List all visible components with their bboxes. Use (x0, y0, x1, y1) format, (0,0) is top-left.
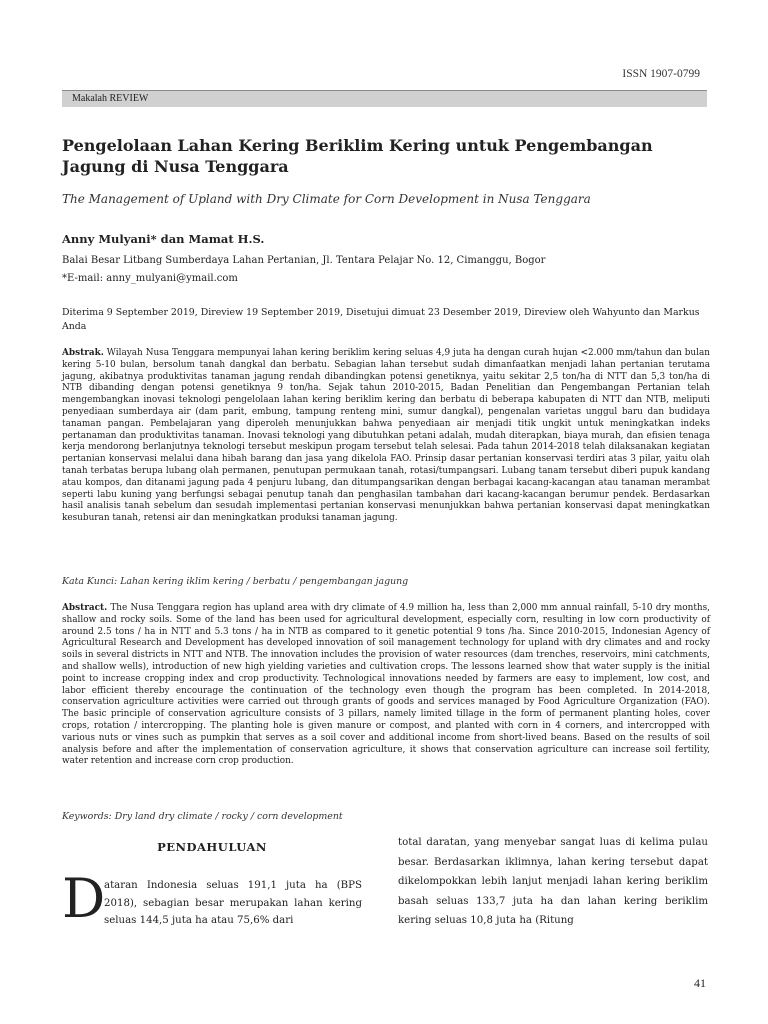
page-number: 41 (694, 976, 706, 990)
section-label: Makalah REVIEW (72, 93, 149, 104)
abstract-label: Abstrak. (62, 348, 104, 358)
issn-label: ISSN 1907-0799 (622, 68, 700, 80)
abstract-indonesian (62, 348, 710, 525)
author-email: *E-mail: anny_mulyani@ymail.com (62, 273, 238, 284)
drop-cap: D (62, 867, 106, 930)
abstract-english (62, 603, 710, 768)
body-left-column: ataran Indonesia seluas 191,1 juta ha (BPS 2018), sebagian besar merupakan lahan kering seluas 144,5 juta ha atau 75,6% dari (104, 880, 362, 926)
authors: Anny Mulyani* dan Mamat H.S. (62, 232, 265, 246)
section-heading: PENDAHULUAN (157, 840, 267, 854)
section-band (62, 90, 707, 107)
abstract-label-en: Abstract. (62, 603, 108, 613)
keywords-indonesian: Kata Kunci: Lahan kering iklim kering / berbatu / pengembangan jagung (62, 576, 409, 587)
article-title: Pengelolaan Lahan Kering Beriklim Kering untuk Pengembangan Jagung di Nusa Tenggara (62, 136, 653, 176)
abstract-text-en: The Nusa Tenggara region has upland area with dry climate of 4.9 million ha, less than 2,000 mm annual rainfall, 5-10 dry months, shallow and rocky soils. Some of the land has been used for agricultural development, especially corn, resulting in low corn productivity of around 2.5 tons / ha in NTT and 5.3 tons / ha in NTB as compared to it genetic potential 9 tons /ha. Since 2010-2015, Indonesian Agency of Agricultural Research and Development has developed innovation of soil management technology for upland with dry climates and and rocky soils in several districts in NTT and NTB. The innovation includes the provision of water resources (dam trenches, reservoirs, mini catchments, and shallow wells), introduction of new high yielding varieties and cultivation crops. The lessons learned show that water supply is the initial point to increase cropping index and crop productivity. Technological innovations needed by farmers are easy to implement, low cost, and labor efficient thereby encourage the continuation of the technology even though the program has been completed. In 2014-2018, conservation agriculture activities were carried out through grants of goods and services managed by Food Agriculture Organization (FAO). The basic principle of conservation agriculture consists of 3 pillars, namely limited tillage in the form of permanent planting holes, cover crops, rotation / intercropping. The planting hole is given manure or compost, and planted with corn in 4 corners, and intercropped with various nuts or vines such as pumpkin that serves as a soil cover and additional income from short-lived beans. Based on the results of soil analysis before and after the implementation of conservation agriculture, it shows that conservation agriculture can increase soil fertility, water retention and increase corn crop production. (62, 603, 710, 767)
body-right-column: total daratan, yang menyebar sangat luas di kelima pulau besar. Berdasarkan iklimnya, lahan kering tersebut dapat dikelompokkan lebih lanjut menjadi lahan kering beriklim basah seluas 133,7 juta ha dan lahan kering beriklim kering seluas 10,8 juta ha (Ritung (398, 837, 708, 926)
affiliation: Balai Besar Litbang Sumberdaya Lahan Pertanian, Jl. Tentara Pelajar No. 12, Cimanggu, Bogor (62, 255, 546, 266)
keywords-english: Keywords: Dry land dry climate / rocky / corn development (62, 811, 343, 822)
abstract-text: Wilayah Nusa Tenggara mempunyai lahan kering beriklim kering seluas 4,9 juta ha dengan curah hujan <2.000 mm/tahun dan bulan kering 5-10 bulan, bersolum tanah dangkal dan berbatu. Sebagian lahan tersebut sudah dimanfaatkan menjadi lahan pertanian terutama jagung, akibatnya produktivitas tanaman jagung rendah dibandingkan potensi genetiknya, yaitu sekitar 2,5 ton/ha di NTT dan 5,3 ton/ha di NTB dibanding dengan potensi genetiknya 9 ton/ha. Sejak tahun 2010-2015, Badan Penelitian dan Pengembangan Pertanian telah mengembangkan inovasi teknologi pengelolaan lahan kering beriklim kering dan berbatu di beberapa kabupaten di NTT dan NTB, meliputi penyediaan sumberdaya air (dam parit, embung, tampung renteng mini, sumur dangkal), pengenalan varietas unggul baru dan budidaya tanaman pangan. Pembelajaran yang diperoleh menunjukkan bahwa penyediaan air menjadi titik ungkit untuk meningkatkan indeks pertanaman dan produktivitas tanaman. Inovasi teknologi yang dibutuhkan petani adalah, mudah diterapkan, biaya murah, dan efisien tenaga kerja mendorong berlanjutnya teknologi tersebut meskipun progam tersebut telah selesai. Pada tahun 2014-2018 telah dilaksanakan kegiatan pertanian konservasi melalui dana hibah barang dan jasa yang dikelola FAO. Prinsip dasar pertanian konservasi terdiri atas 3 pilar, yaitu olah tanah terbatas berupa lubang olah permanen, penutupan permukaan tanah, rotasi/tumpangsari. Lubang tanam tersebut diberi pupuk kandang atau kompos, dan ditanami jagung pada 4 penjuru lubang, dan ditumpangsarikan dengan berbagai kacang-kacangan atau tanaman merambat seperti labu kuning yang berfungsi sebagai penutup tanah dan penghasilan tambahan dari kacang-kacangan berumur pendek. Berdasarkan hasil analisis tanah sebelum dan sesudah implementasi pertanian konservasi menunjukkan bahwa pertanian konservasi dapat meningkatkan kesuburan tanah, retensi air dan meningkatkan produksi tanaman jagung. (62, 348, 710, 524)
review-dates: Diterima 9 September 2019, Direview 19 September 2019, Disetujui dimuat 23 Desember 2019, Direview oleh Wahyunto dan Markus Anda (62, 307, 700, 332)
article-title-english: The Management of Upland with Dry Climate for Corn Development in Nusa Tenggara (62, 192, 591, 206)
